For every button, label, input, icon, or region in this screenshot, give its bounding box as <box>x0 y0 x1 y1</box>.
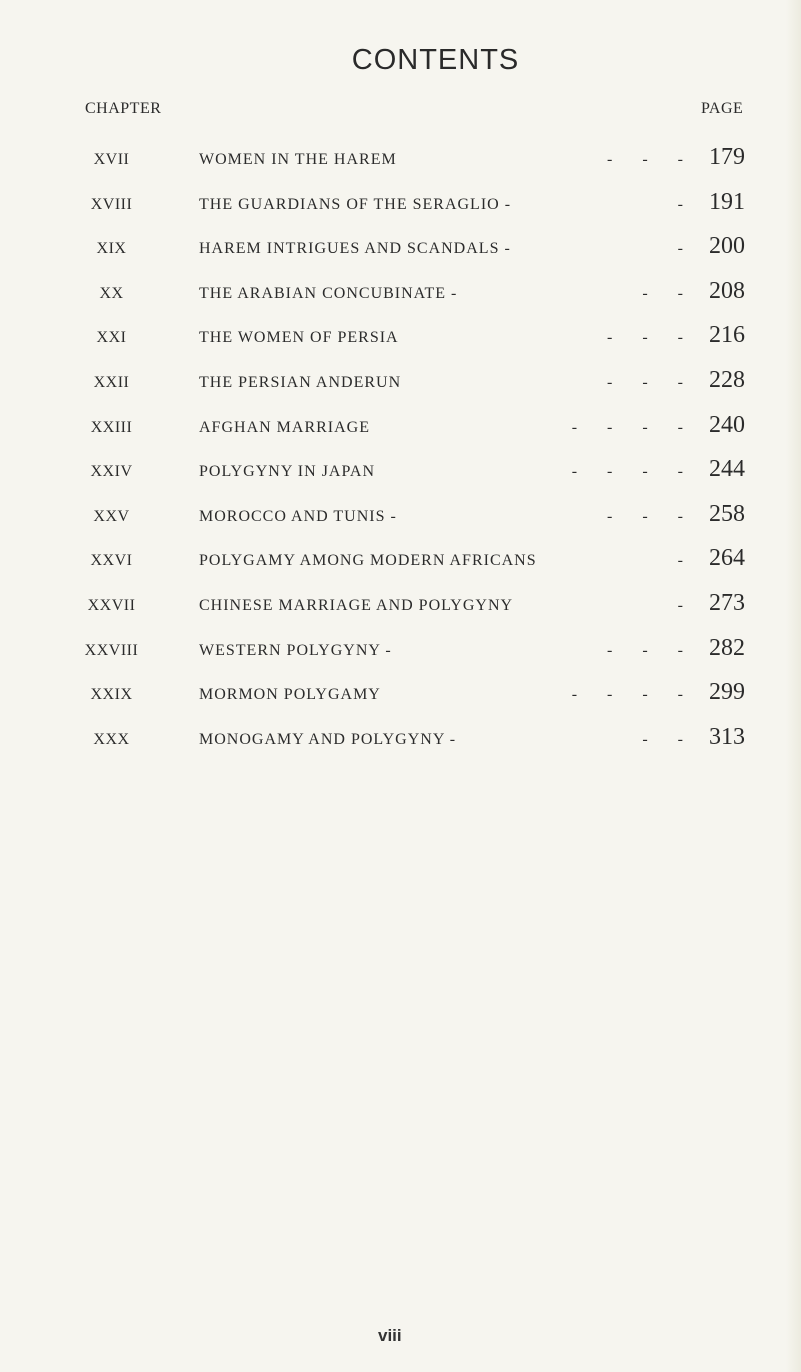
chapter-number: XXII <box>93 374 130 391</box>
leader-dashes: - - - <box>607 641 683 659</box>
chapter-number: XXIII <box>90 418 133 436</box>
chapter-title: THE GUARDIANS OF THE SERAGLIO - <box>199 195 512 213</box>
chapter-title: CHINESE MARRIAGE AND POLYGYNY <box>199 597 514 614</box>
chapter-title: POLYGAMY AMONG MODERN AFRICANS <box>199 552 537 570</box>
chapter-number: XXVII <box>87 597 136 614</box>
page-gutter-shadow <box>786 0 801 1372</box>
page-folio: viii <box>378 1326 402 1345</box>
chapter-number: XXV <box>93 507 130 525</box>
toc-entry <box>0 145 801 175</box>
toc-entry <box>0 368 801 398</box>
toc-entry <box>0 190 801 220</box>
page-number: 216 <box>709 322 745 349</box>
chapter-title: MONOGAMY AND POLYGYNY - <box>199 730 457 748</box>
leader-dashes: - - - - <box>571 463 683 481</box>
chapter-title: WOMEN IN THE HAREM <box>199 151 397 168</box>
chapter-title: HAREM INTRIGUES AND SCANDALS - <box>199 240 511 258</box>
leader-dashes: - - <box>642 284 683 302</box>
leader-dashes: - - - <box>607 329 683 347</box>
page-number: 191 <box>709 188 745 215</box>
chapter-number: XXIV <box>90 463 133 481</box>
toc-entry <box>0 546 801 576</box>
page-number: 208 <box>709 277 745 304</box>
chapter-title: THE PERSIAN ANDERUN <box>199 374 402 391</box>
leader-dashes: - - - <box>607 507 683 525</box>
page-title: CONTENTS <box>351 44 520 76</box>
chapter-number: XIX <box>96 240 127 258</box>
leader-dashes: - - - - <box>571 686 683 704</box>
page-number: 273 <box>709 590 745 616</box>
chapter-title: POLYGYNY IN JAPAN <box>199 463 376 481</box>
leader-dashes: - - - <box>607 374 683 391</box>
toc-entry <box>0 725 801 755</box>
toc-entry <box>0 234 801 264</box>
chapter-title: THE ARABIAN CONCUBINATE - <box>199 284 458 302</box>
toc-entry <box>0 413 801 443</box>
page-column-header: PAGE <box>701 100 744 117</box>
leader-dashes: - - <box>642 730 683 748</box>
toc-entry <box>0 636 801 666</box>
leader-dashes: - - - - <box>571 418 683 436</box>
chapter-number: XVII <box>93 151 130 168</box>
leader-dashes: - - - <box>607 151 683 168</box>
chapter-number: XXVIII <box>84 641 139 659</box>
chapter-title: WESTERN POLYGYNY - <box>199 641 392 659</box>
toc-entry <box>0 502 801 532</box>
page-number: 179 <box>709 144 745 170</box>
page-number: 264 <box>709 545 745 572</box>
chapter-title: AFGHAN MARRIAGE <box>199 418 371 436</box>
page-number: 299 <box>709 679 745 706</box>
leader-dashes: - <box>677 597 683 614</box>
chapter-number: XVIII <box>90 195 133 213</box>
chapter-title: MOROCCO AND TUNIS - <box>199 507 397 525</box>
page-number: 258 <box>709 500 745 527</box>
page-number: 200 <box>709 233 745 260</box>
page-number: 313 <box>709 723 745 750</box>
chapter-number: XXVI <box>90 552 133 570</box>
page-number: 282 <box>709 634 745 661</box>
toc-entry <box>0 591 801 621</box>
leader-dashes: - <box>677 240 683 258</box>
toc-entry <box>0 279 801 309</box>
page-number: 244 <box>709 456 745 483</box>
chapter-column-header: CHAPTER <box>85 100 162 117</box>
page-number: 240 <box>709 411 745 438</box>
chapter-title: MORMON POLYGAMY <box>199 686 381 704</box>
chapter-number: XXX <box>93 730 130 748</box>
toc-entry <box>0 680 801 710</box>
chapter-number: XXI <box>96 329 127 347</box>
chapter-number: XX <box>99 284 124 302</box>
toc-entry <box>0 457 801 487</box>
leader-dashes: - <box>677 552 683 570</box>
leader-dashes: - <box>677 195 683 213</box>
page-number: 228 <box>709 367 745 393</box>
chapter-number: XXIX <box>90 686 133 704</box>
toc-entry <box>0 323 801 353</box>
chapter-title: THE WOMEN OF PERSIA <box>199 329 399 347</box>
